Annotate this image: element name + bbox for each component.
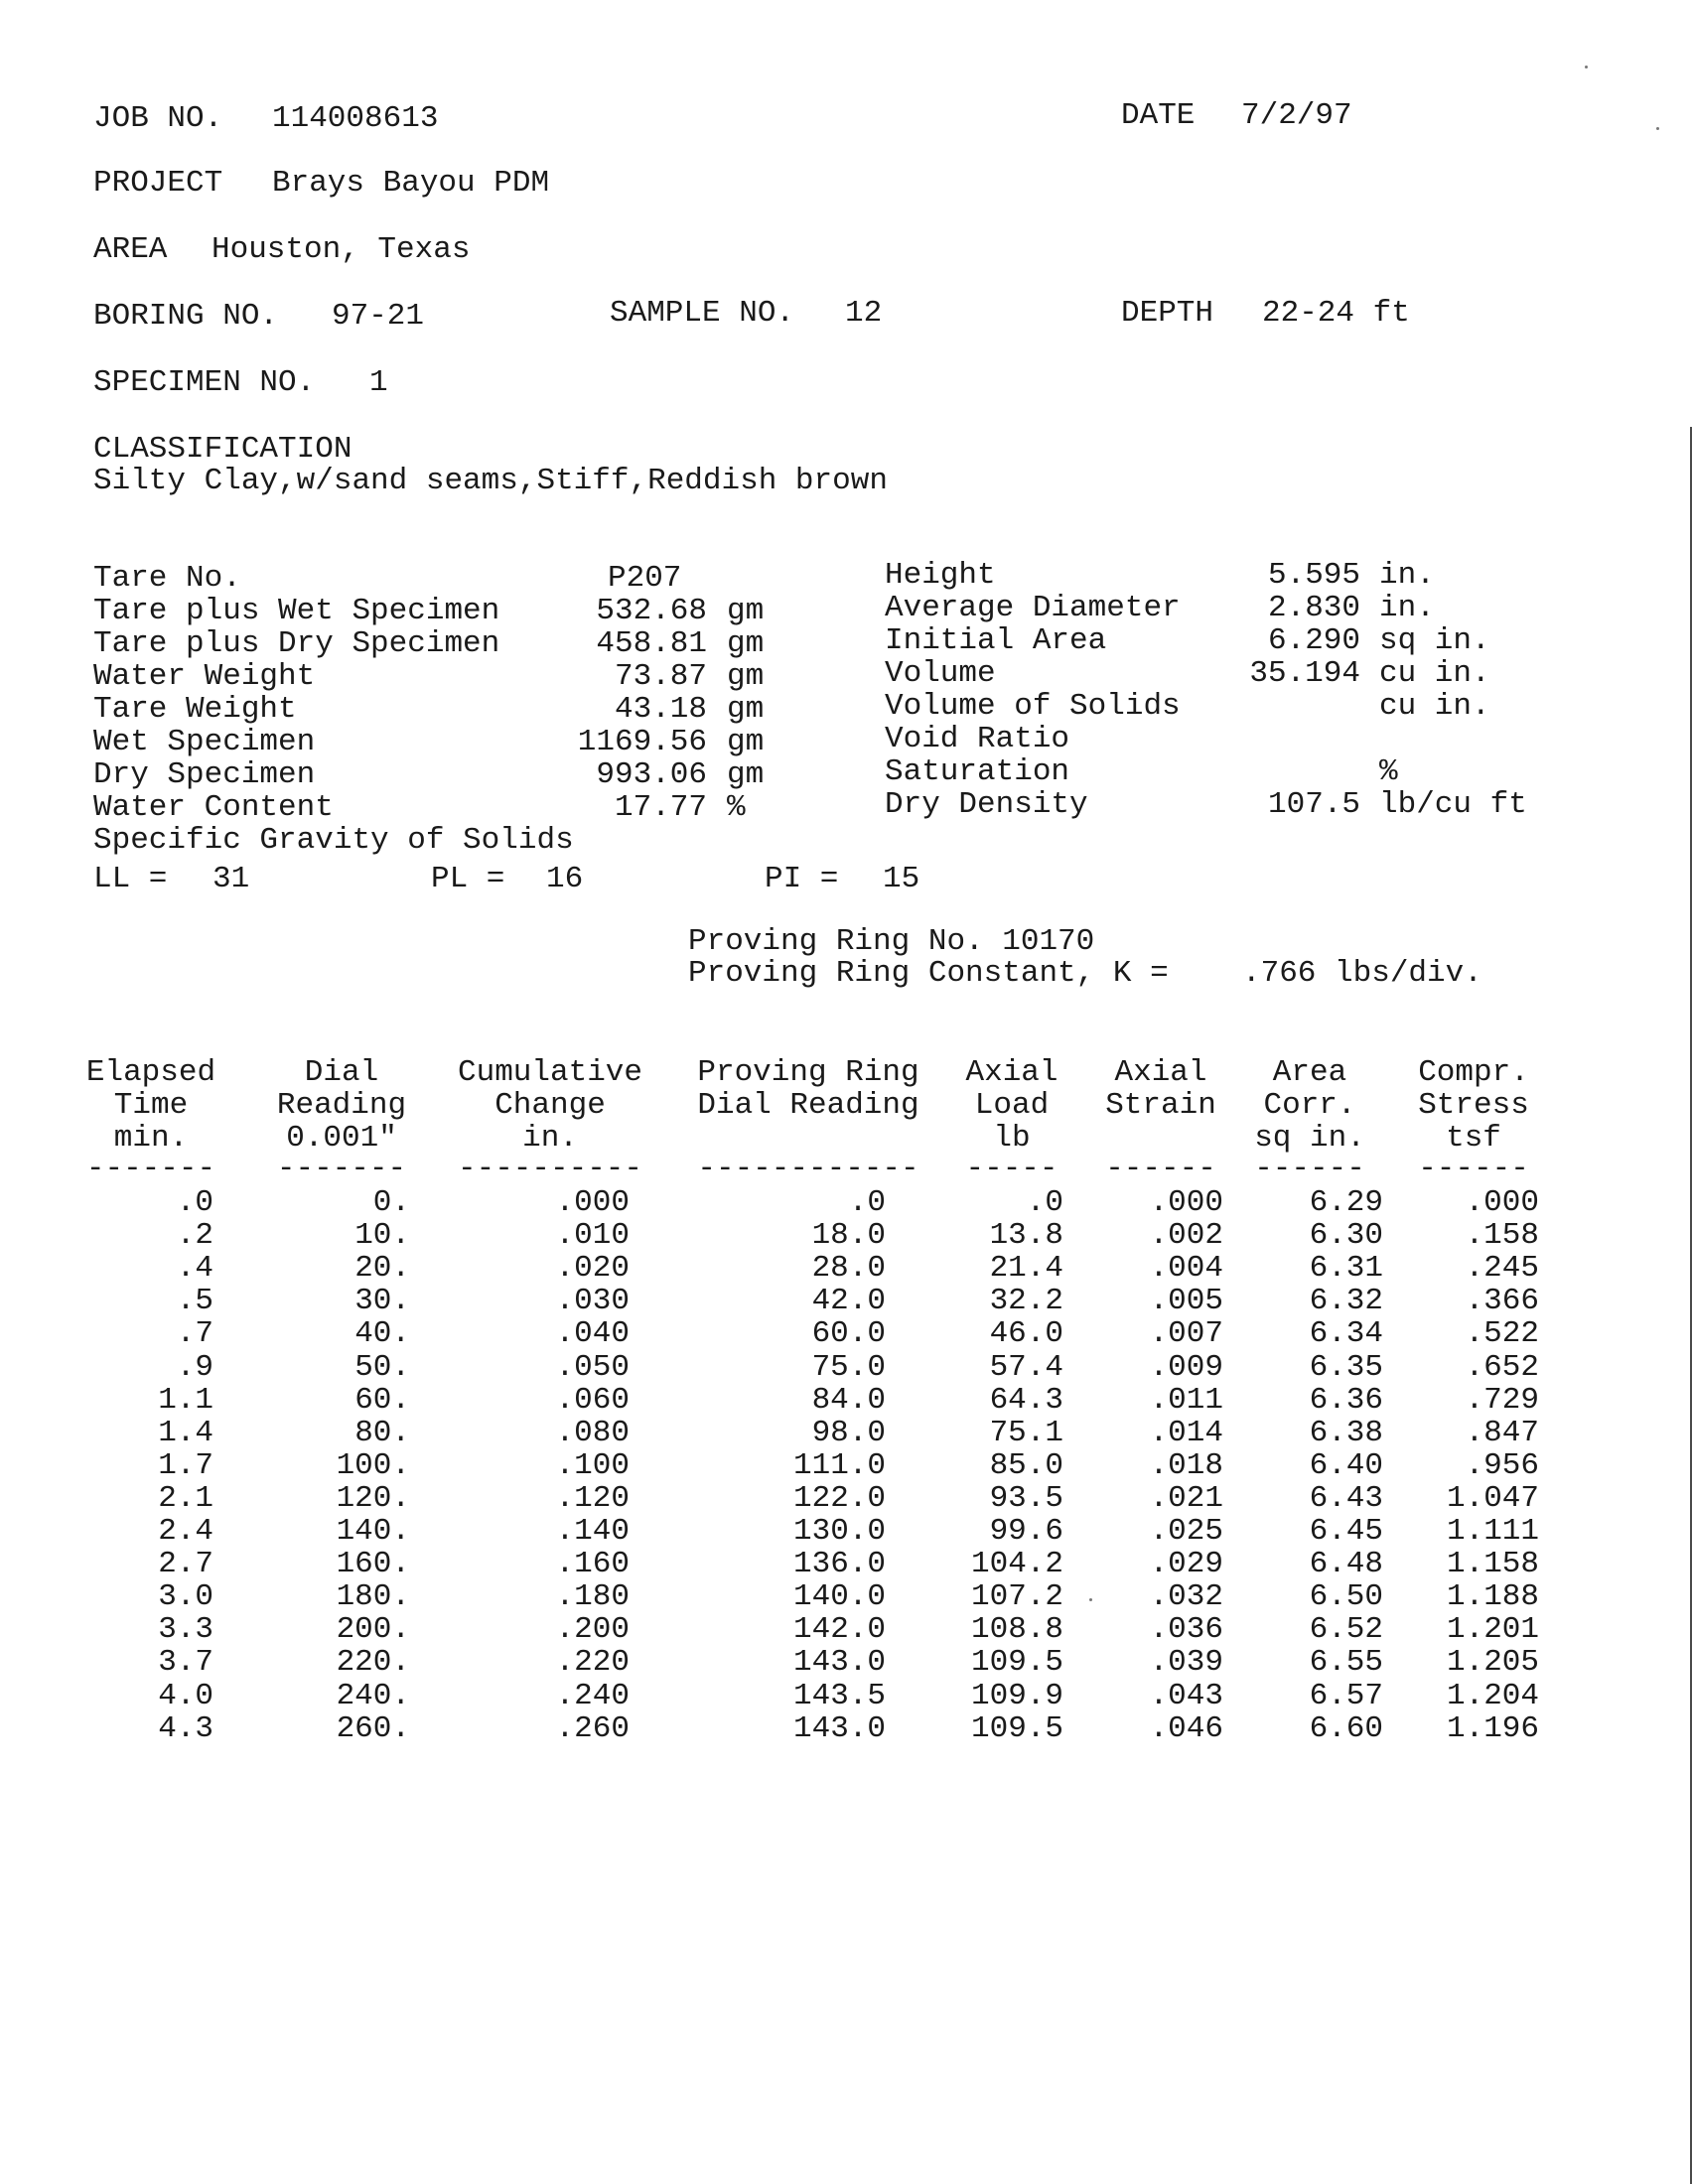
table-cell: .039 bbox=[1149, 1645, 1223, 1680]
table-cell: .366 bbox=[1465, 1284, 1539, 1318]
property-value: 35.194 bbox=[1249, 656, 1360, 691]
table-cell: .007 bbox=[1149, 1316, 1223, 1351]
table-cell: .160 bbox=[555, 1547, 630, 1581]
table-cell: 80. bbox=[354, 1416, 410, 1450]
property-label: Tare No. bbox=[93, 561, 241, 596]
table-cell: .009 bbox=[1149, 1350, 1223, 1385]
table-cell: 120. bbox=[336, 1481, 410, 1516]
column-header: tsf bbox=[1446, 1121, 1501, 1156]
table-cell: 6.45 bbox=[1309, 1514, 1383, 1549]
table-cell: .9 bbox=[176, 1350, 213, 1385]
table-cell: .020 bbox=[555, 1251, 630, 1286]
table-cell: 93.5 bbox=[989, 1481, 1063, 1516]
table-cell: 18.0 bbox=[811, 1218, 886, 1253]
property-value: 458.81 bbox=[596, 626, 707, 661]
table-cell: .260 bbox=[555, 1711, 630, 1746]
table-cell: .011 bbox=[1149, 1383, 1223, 1418]
table-cell: .0 bbox=[1026, 1185, 1063, 1220]
table-cell: 6.60 bbox=[1309, 1711, 1383, 1746]
property-unit: cu in. bbox=[1379, 656, 1490, 691]
table-cell: 10. bbox=[354, 1218, 410, 1253]
table-cell: .956 bbox=[1465, 1448, 1539, 1483]
property-unit: in. bbox=[1379, 591, 1435, 625]
table-cell: 109.5 bbox=[970, 1711, 1063, 1746]
column-header: Axial bbox=[1114, 1055, 1207, 1090]
table-cell: 107.2 bbox=[970, 1579, 1063, 1614]
table-cell: 6.52 bbox=[1309, 1612, 1383, 1647]
property-label: Dry Specimen bbox=[93, 757, 316, 792]
property-label: Water Content bbox=[93, 790, 334, 825]
property-unit: lb/cu ft bbox=[1379, 787, 1527, 822]
table-cell: .522 bbox=[1465, 1316, 1539, 1351]
table-cell: 143.5 bbox=[792, 1679, 886, 1713]
table-cell: 0. bbox=[372, 1185, 410, 1220]
table-cell: .200 bbox=[555, 1612, 630, 1647]
table-cell: .030 bbox=[555, 1284, 630, 1318]
table-cell: .180 bbox=[555, 1579, 630, 1614]
scan-speck bbox=[1656, 127, 1659, 130]
table-cell: .010 bbox=[555, 1218, 630, 1253]
table-cell: 1.158 bbox=[1446, 1547, 1539, 1581]
table-cell: 140.0 bbox=[792, 1579, 886, 1614]
sample-no-value: 12 bbox=[845, 296, 883, 331]
column-header: sq in. bbox=[1254, 1121, 1365, 1156]
table-cell: 140. bbox=[336, 1514, 410, 1549]
table-cell: .100 bbox=[555, 1448, 630, 1483]
table-cell: 2.1 bbox=[158, 1481, 213, 1516]
table-cell: 75.0 bbox=[811, 1350, 886, 1385]
table-cell: 6.55 bbox=[1309, 1645, 1383, 1680]
property-label: Tare Weight bbox=[93, 692, 297, 727]
boring-no-value: 97-21 bbox=[332, 299, 425, 334]
table-cell: 40. bbox=[354, 1316, 410, 1351]
table-cell: .060 bbox=[555, 1383, 630, 1418]
table-cell: 100. bbox=[336, 1448, 410, 1483]
table-cell: 42.0 bbox=[811, 1284, 886, 1318]
boring-no-label: BORING NO. bbox=[93, 299, 279, 334]
property-label: Tare plus Dry Specimen bbox=[93, 626, 500, 661]
column-header: Stress bbox=[1418, 1088, 1529, 1123]
column-header: lb bbox=[993, 1121, 1031, 1156]
property-value: 532.68 bbox=[596, 594, 707, 628]
table-cell: .014 bbox=[1149, 1416, 1223, 1450]
table-cell: 6.36 bbox=[1309, 1383, 1383, 1418]
table-cell: 57.4 bbox=[989, 1350, 1063, 1385]
table-cell: 1.205 bbox=[1446, 1645, 1539, 1680]
table-cell: 6.57 bbox=[1309, 1679, 1383, 1713]
property-unit: gm bbox=[727, 725, 765, 759]
depth-value: 22-24 ft bbox=[1262, 296, 1410, 331]
table-cell: 6.50 bbox=[1309, 1579, 1383, 1614]
table-cell: 2.4 bbox=[158, 1514, 213, 1549]
table-cell: .7 bbox=[176, 1316, 213, 1351]
column-header: min. bbox=[113, 1121, 189, 1156]
property-value: P207 bbox=[608, 561, 682, 596]
table-cell: 60.0 bbox=[811, 1316, 886, 1351]
table-cell: .050 bbox=[555, 1350, 630, 1385]
column-header: Dial bbox=[304, 1055, 379, 1090]
table-cell: 111.0 bbox=[792, 1448, 886, 1483]
table-cell: 32.2 bbox=[989, 1284, 1063, 1318]
table-cell: 6.43 bbox=[1309, 1481, 1383, 1516]
table-cell: 6.34 bbox=[1309, 1316, 1383, 1351]
header-rule: ------ bbox=[1254, 1152, 1365, 1186]
classification-label: CLASSIFICATION bbox=[93, 432, 352, 467]
header-rule: ------ bbox=[1418, 1152, 1529, 1186]
table-cell: 1.4 bbox=[158, 1416, 213, 1450]
table-cell: 20. bbox=[354, 1251, 410, 1286]
table-cell: .025 bbox=[1149, 1514, 1223, 1549]
table-cell: 1.047 bbox=[1446, 1481, 1539, 1516]
property-unit: cu in. bbox=[1379, 689, 1490, 724]
property-label: Water Weight bbox=[93, 659, 316, 694]
table-cell: 13.8 bbox=[989, 1218, 1063, 1253]
table-cell: 108.8 bbox=[970, 1612, 1063, 1647]
table-cell: .029 bbox=[1149, 1547, 1223, 1581]
property-label: Wet Specimen bbox=[93, 725, 316, 759]
property-value: 2.830 bbox=[1267, 591, 1360, 625]
column-header: Elapsed bbox=[85, 1055, 216, 1090]
property-unit: gm bbox=[727, 594, 765, 628]
column-header: Load bbox=[974, 1088, 1050, 1123]
table-cell: 1.7 bbox=[158, 1448, 213, 1483]
property-value: 43.18 bbox=[614, 692, 707, 727]
property-label: Initial Area bbox=[885, 623, 1107, 658]
property-value: 5.595 bbox=[1267, 558, 1360, 593]
table-cell: 220. bbox=[336, 1645, 410, 1680]
pl-label: PL = bbox=[431, 862, 505, 896]
property-label: Dry Density bbox=[885, 787, 1088, 822]
ll-label: LL = bbox=[93, 862, 168, 896]
property-unit: gm bbox=[727, 692, 765, 727]
project-label: PROJECT bbox=[93, 166, 223, 201]
column-header: Compr. bbox=[1418, 1055, 1529, 1090]
pi-label: PI = bbox=[765, 862, 839, 896]
property-label: Volume of Solids bbox=[885, 689, 1181, 724]
table-cell: 85.0 bbox=[989, 1448, 1063, 1483]
table-cell: 6.32 bbox=[1309, 1284, 1383, 1318]
table-cell: 1.188 bbox=[1446, 1579, 1539, 1614]
property-value: 6.290 bbox=[1267, 623, 1360, 658]
scan-speck bbox=[1585, 66, 1588, 68]
table-cell: 3.0 bbox=[158, 1579, 213, 1614]
column-header: Axial bbox=[965, 1055, 1058, 1090]
property-value: 107.5 bbox=[1267, 787, 1360, 822]
table-cell: .140 bbox=[555, 1514, 630, 1549]
table-cell: 143.0 bbox=[792, 1711, 886, 1746]
property-label: Average Diameter bbox=[885, 591, 1181, 625]
column-header: Strain bbox=[1105, 1088, 1216, 1123]
table-cell: 46.0 bbox=[989, 1316, 1063, 1351]
header-rule: ------- bbox=[276, 1152, 407, 1186]
table-cell: 6.31 bbox=[1309, 1251, 1383, 1286]
table-cell: .032 bbox=[1149, 1579, 1223, 1614]
table-cell: 122.0 bbox=[792, 1481, 886, 1516]
column-header: Time bbox=[113, 1088, 189, 1123]
table-cell: .005 bbox=[1149, 1284, 1223, 1318]
table-cell: 60. bbox=[354, 1383, 410, 1418]
proving-ring-number: Proving Ring No. 10170 bbox=[688, 924, 1095, 959]
table-cell: .158 bbox=[1465, 1218, 1539, 1253]
table-cell: 1.1 bbox=[158, 1383, 213, 1418]
table-cell: 136.0 bbox=[792, 1547, 886, 1581]
header-rule: ----- bbox=[965, 1152, 1058, 1186]
table-cell: 260. bbox=[336, 1711, 410, 1746]
header-rule: ---------- bbox=[457, 1152, 643, 1186]
classification-value: Silty Clay,w/sand seams,Stiff,Reddish brown bbox=[93, 464, 888, 498]
ll-value: 31 bbox=[212, 862, 250, 896]
property-label: Saturation bbox=[885, 754, 1070, 789]
table-cell: 4.3 bbox=[158, 1711, 213, 1746]
table-cell: 109.9 bbox=[970, 1679, 1063, 1713]
property-unit: % bbox=[1379, 754, 1398, 789]
column-header: Area bbox=[1272, 1055, 1347, 1090]
table-cell: .018 bbox=[1149, 1448, 1223, 1483]
column-header: Change bbox=[494, 1088, 606, 1123]
table-cell: .004 bbox=[1149, 1251, 1223, 1286]
table-cell: 4.0 bbox=[158, 1679, 213, 1713]
table-cell: 1.201 bbox=[1446, 1612, 1539, 1647]
table-cell: 75.1 bbox=[989, 1416, 1063, 1450]
table-cell: 3.3 bbox=[158, 1612, 213, 1647]
table-cell: 6.30 bbox=[1309, 1218, 1383, 1253]
pi-value: 15 bbox=[883, 862, 920, 896]
table-cell: .729 bbox=[1465, 1383, 1539, 1418]
table-cell: 6.35 bbox=[1309, 1350, 1383, 1385]
property-unit: % bbox=[727, 790, 746, 825]
table-cell: .120 bbox=[555, 1481, 630, 1516]
table-cell: .000 bbox=[1149, 1185, 1223, 1220]
column-header: Dial Reading bbox=[697, 1088, 919, 1123]
table-cell: 130.0 bbox=[792, 1514, 886, 1549]
table-cell: .847 bbox=[1465, 1416, 1539, 1450]
column-header: Corr. bbox=[1263, 1088, 1356, 1123]
table-cell: 6.48 bbox=[1309, 1547, 1383, 1581]
table-cell: .240 bbox=[555, 1679, 630, 1713]
table-cell: .040 bbox=[555, 1316, 630, 1351]
table-cell: .036 bbox=[1149, 1612, 1223, 1647]
table-cell: .000 bbox=[555, 1185, 630, 1220]
header-rule: ------- bbox=[85, 1152, 216, 1186]
table-cell: 6.29 bbox=[1309, 1185, 1383, 1220]
area-label: AREA bbox=[93, 232, 168, 267]
date-value: 7/2/97 bbox=[1241, 98, 1352, 133]
table-cell: 200. bbox=[336, 1612, 410, 1647]
depth-label: DEPTH bbox=[1121, 296, 1214, 331]
table-cell: .0 bbox=[176, 1185, 213, 1220]
table-cell: 160. bbox=[336, 1547, 410, 1581]
table-cell: 143.0 bbox=[792, 1645, 886, 1680]
property-unit: gm bbox=[727, 626, 765, 661]
job-no-label: JOB NO. bbox=[93, 101, 223, 136]
job-no-value: 114008613 bbox=[272, 101, 439, 136]
date-label: DATE bbox=[1121, 98, 1196, 133]
property-value: 1169.56 bbox=[577, 725, 707, 759]
area-value: Houston, Texas bbox=[212, 232, 471, 267]
table-cell: 6.38 bbox=[1309, 1416, 1383, 1450]
sample-no-label: SAMPLE NO. bbox=[610, 296, 795, 331]
table-cell: .5 bbox=[176, 1284, 213, 1318]
table-cell: 84.0 bbox=[811, 1383, 886, 1418]
table-cell: 1.204 bbox=[1446, 1679, 1539, 1713]
table-cell: 104.2 bbox=[970, 1547, 1063, 1581]
table-cell: .043 bbox=[1149, 1679, 1223, 1713]
table-cell: .2 bbox=[176, 1218, 213, 1253]
specimen-no-label: SPECIMEN NO. bbox=[93, 365, 316, 400]
property-label: Specific Gravity of Solids bbox=[93, 823, 574, 858]
proving-ring-constant-value: .766 lbs/div. bbox=[1242, 956, 1482, 991]
property-unit: gm bbox=[727, 659, 765, 694]
table-cell: .0 bbox=[848, 1185, 886, 1220]
table-cell: 1.196 bbox=[1446, 1711, 1539, 1746]
table-cell: 28.0 bbox=[811, 1251, 886, 1286]
table-cell: .046 bbox=[1149, 1711, 1223, 1746]
table-cell: 50. bbox=[354, 1350, 410, 1385]
table-cell: 98.0 bbox=[811, 1416, 886, 1450]
table-cell: 180. bbox=[336, 1579, 410, 1614]
column-header: Cumulative bbox=[457, 1055, 643, 1090]
property-value: 17.77 bbox=[614, 790, 707, 825]
property-label: Void Ratio bbox=[885, 722, 1070, 756]
property-unit: gm bbox=[727, 757, 765, 792]
property-value: 73.87 bbox=[614, 659, 707, 694]
table-cell: .021 bbox=[1149, 1481, 1223, 1516]
project-value: Brays Bayou PDM bbox=[272, 166, 550, 201]
property-unit: sq in. bbox=[1379, 623, 1490, 658]
table-cell: 30. bbox=[354, 1284, 410, 1318]
header-rule: ------ bbox=[1105, 1152, 1216, 1186]
property-value: 993.06 bbox=[596, 757, 707, 792]
column-header: Proving Ring bbox=[697, 1055, 919, 1090]
specimen-no-value: 1 bbox=[369, 365, 388, 400]
table-cell: .002 bbox=[1149, 1218, 1223, 1253]
table-cell: .4 bbox=[176, 1251, 213, 1286]
proving-ring-constant-label: Proving Ring Constant, K = bbox=[688, 956, 1169, 991]
property-label: Volume bbox=[885, 656, 996, 691]
property-unit: in. bbox=[1379, 558, 1435, 593]
pl-value: 16 bbox=[546, 862, 584, 896]
table-cell: .652 bbox=[1465, 1350, 1539, 1385]
table-cell: 6.40 bbox=[1309, 1448, 1383, 1483]
column-header: 0.001" bbox=[286, 1121, 397, 1156]
table-cell: .245 bbox=[1465, 1251, 1539, 1286]
table-cell: 2.7 bbox=[158, 1547, 213, 1581]
table-cell: 99.6 bbox=[989, 1514, 1063, 1549]
table-cell: 64.3 bbox=[989, 1383, 1063, 1418]
table-cell: 142.0 bbox=[792, 1612, 886, 1647]
table-cell: 3.7 bbox=[158, 1645, 213, 1680]
column-header: in. bbox=[522, 1121, 578, 1156]
table-cell: 240. bbox=[336, 1679, 410, 1713]
property-label: Height bbox=[885, 558, 996, 593]
table-cell: 109.5 bbox=[970, 1645, 1063, 1680]
header-rule: ------------ bbox=[697, 1152, 919, 1186]
table-cell: .000 bbox=[1465, 1185, 1539, 1220]
table-cell: .080 bbox=[555, 1416, 630, 1450]
property-label: Tare plus Wet Specimen bbox=[93, 594, 500, 628]
table-cell: 21.4 bbox=[989, 1251, 1063, 1286]
table-cell: .220 bbox=[555, 1645, 630, 1680]
column-header: Reading bbox=[276, 1088, 407, 1123]
table-cell: 1.111 bbox=[1446, 1514, 1539, 1549]
